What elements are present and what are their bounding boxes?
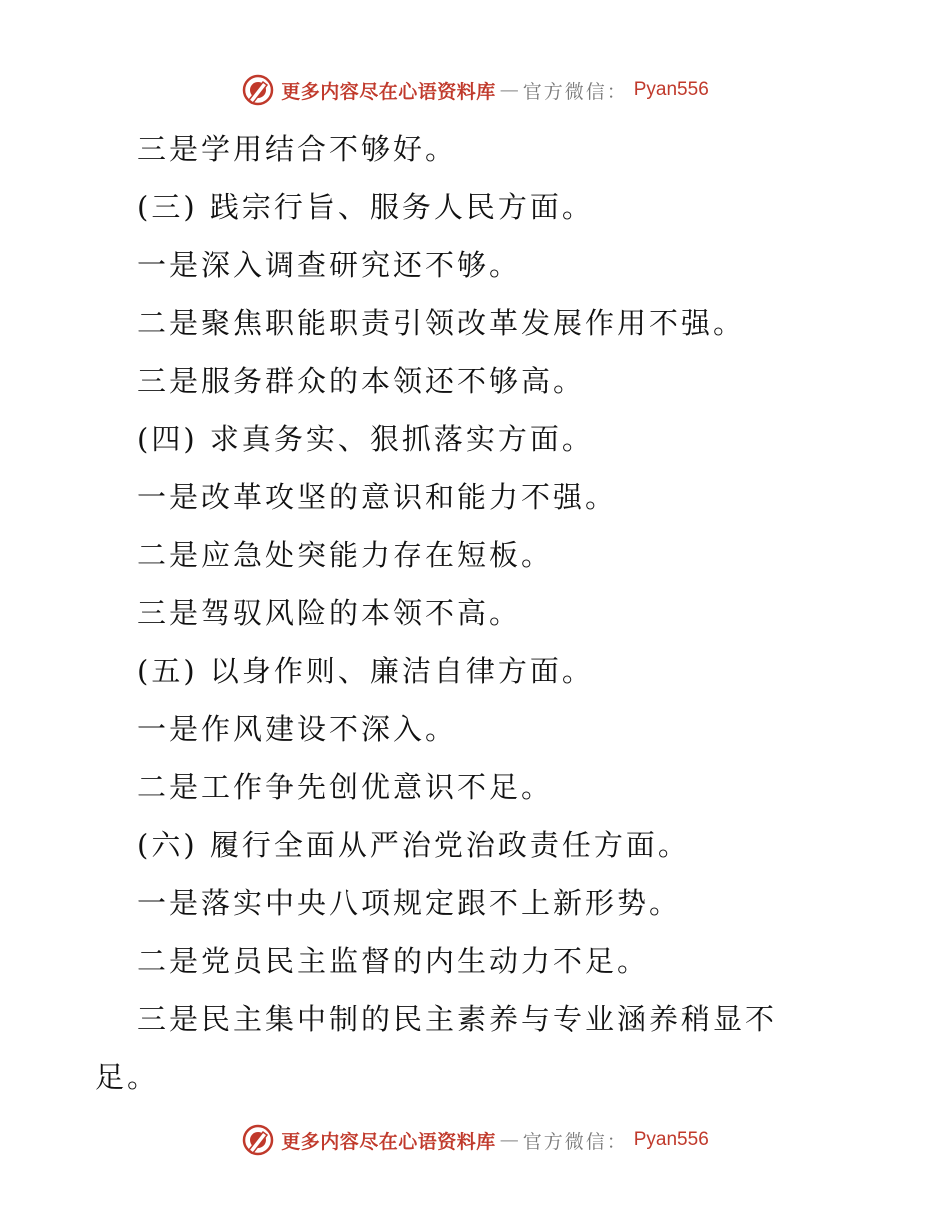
paragraph-line: 三是服务群众的本领还不够高。 xyxy=(137,364,586,398)
paragraph-line: 一是落实中央八项规定跟不上新形势。 xyxy=(137,886,682,920)
paragraph-line: 三是民主集中制的民主素养与专业涵养稍显不 xyxy=(137,1002,778,1036)
banner-brand: 更多内容尽在心语资料库 xyxy=(281,80,496,103)
banner-dash: — xyxy=(499,79,519,101)
pen-logo-icon xyxy=(241,1123,275,1157)
paragraph-line: 一是改革攻坚的意识和能力不强。 xyxy=(137,480,618,514)
paragraph-line: 一是作风建设不深入。 xyxy=(137,712,458,746)
banner-official: 官方微信： xyxy=(522,1130,628,1153)
section-heading: (四) 求真务实、狠抓落实方面。 xyxy=(137,422,594,456)
section-heading: (五) 以身作则、廉洁自律方面。 xyxy=(137,654,594,688)
section-heading: (六) 履行全面从严治党治政责任方面。 xyxy=(137,828,690,862)
pen-logo-icon xyxy=(241,73,275,107)
header-banner xyxy=(0,70,950,110)
paragraph-line: 三是学用结合不够好。 xyxy=(137,132,458,166)
document-body xyxy=(95,120,835,1106)
paragraph-line-continuation: 足。 xyxy=(95,1060,160,1094)
banner-dash: — xyxy=(499,1129,519,1151)
paragraph-line: 二是聚焦职能职责引领改革发展作用不强。 xyxy=(137,306,746,340)
section-heading: (三) 践宗行旨、服务人民方面。 xyxy=(137,190,594,224)
paragraph-line: 二是工作争先创优意识不足。 xyxy=(137,770,554,804)
paragraph-line: 二是应急处突能力存在短板。 xyxy=(137,538,554,572)
paragraph-line: 二是党员民主监督的内生动力不足。 xyxy=(137,944,650,978)
banner-wechat-id: Pyan556 xyxy=(633,79,709,100)
paragraph-line: 三是驾驭风险的本领不高。 xyxy=(137,596,522,630)
banner-wechat-id: Pyan556 xyxy=(633,1129,709,1150)
footer-banner xyxy=(0,1120,950,1160)
paragraph-line: 一是深入调查研究还不够。 xyxy=(137,248,522,282)
banner-brand: 更多内容尽在心语资料库 xyxy=(281,1130,496,1153)
banner-official: 官方微信： xyxy=(522,80,628,103)
